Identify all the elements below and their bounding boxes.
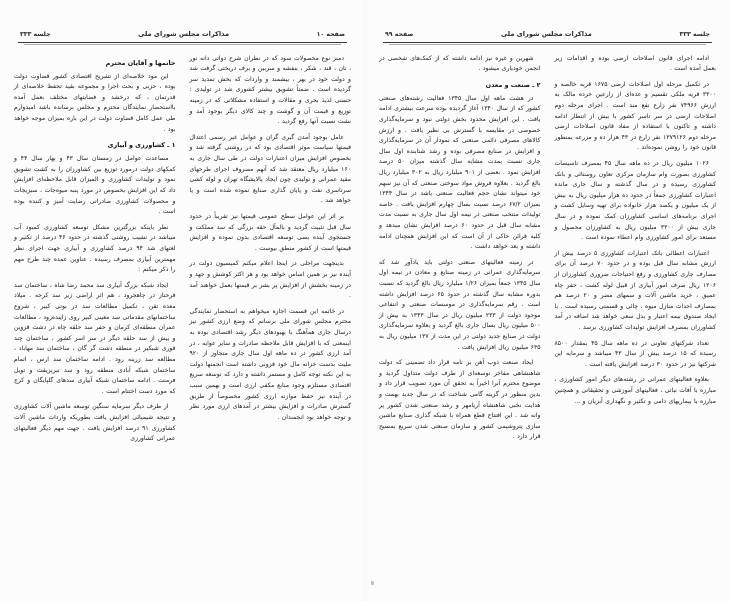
paragraph: نظر باینکه بزرگترین مشکل توسعه کشاورزی کمبود آب میباشد در نشیب روشنی گذشته در حدود ۴۶ درصد از تکثیر و لغتهای شد ۹۴ درصد کشاورزی و آبیاری جهت اجرای نظر مهمترین آبیاری بمصرف رسیده . عناوین عمده چند طرح مهم را ذکر میکنم : bbox=[14, 223, 176, 274]
paragraph: اعتبارات اعطائی بانک اعتبارات کشاورزی ۵ درصد بیش از ارزش مشابه سال قبل بوده و در حدود ۷۰ درصد آن برای مصارف جاری کشاورزی و رفع احتیاجات ضروری کشاورزان از ۱۲۰۶ ریال صرف امور آبیاری از قبیل لوله کشت ، حفر چاه عمیق ، خرید ماشین آلات و سمهای مضر و ۲۰ درصد هم بمصارف احداث منازل میوه ، چائی و قسمتی رسیده است . با ایجاد صندوق بیمه اعتبار و بذل سعی خواهد شد اضافه در آمد کشاورزان بمصرف افزایش تولیدات کشاورزی برسد . bbox=[554, 249, 717, 331]
columns-left bbox=[379, 54, 716, 602]
paragraph: ایجاد شبکه بزرگ آبیاری سد محمد رضا شاه ، ساختمان سد فرحناز در چاهجرود ، هم اثر اراضی زیر سد کرجه . میلاد معده تقن ، تکمیل مطالعات سد در بوتی کبیر ، شروع ساختمانهای مقدماتی سد معینی کبیر روی زاینده‌رود ، مطالعات عمران منطقه‌ای کرمان و حفر سد حلقه چاه در دشت قزوین و بیش از سد حلقه دیگر در سر اسر کشور ، ساختمان چند قوری شبکیر در منطقه دشت گر گان ، ساختمان سد مهاباد ، مطالعه سد زرینه رود . ادامه ساختمان سد ارس ، اتمام ساختمان شبکه آبادی منطقه رود و سد تبریزیفت و تویل فرمنت . ادامه ساختمان شبکه آبیاری سدهای گلپایگان و کرج که مورد دست اختتام است . bbox=[13, 281, 176, 395]
column-left-outer bbox=[379, 54, 541, 602]
session-number-left: جلسه ۳۳۳ bbox=[679, 30, 710, 38]
salutation-heading: خانمها و آقایان محترم bbox=[105, 58, 176, 67]
section-heading-industry: ۲ ـ صنعت و معدن bbox=[485, 80, 541, 89]
header-rule-thin-right bbox=[24, 44, 341, 45]
scan-speck bbox=[371, 581, 374, 585]
section-heading-agriculture: ۱ ـ کشاورزی و آبیاری bbox=[107, 141, 176, 150]
publication-title-left: مذاکرات مجلس شورای ملی bbox=[500, 30, 592, 39]
session-number-right: جلسه ۳۳۳ bbox=[20, 30, 51, 38]
paragraph: مساعدت عوامل در زمستان سال ۴۳ و بهار سال ۴۴ و کمکهای دولت درمورد توزیع بین کشاورزان را به کشت تشویق نمود و تولیدات کشاورزی و المیزان قابل ملاحظه‌ای افزایش داد که این افزایش بخصوص در مورد پنبه میوه‌جات ، سبزیجات و محصولات کشاورزی صادراتی رضایت آمیز و کننده بوده است . bbox=[14, 155, 176, 216]
paragraph: در تکمیل مرحله اول اصلاحات ارضی ۱۶۷۵ قریه خالصه و ۳۳۰۰ قریه ملکی تقسیم و عده‌ای از زارعین خرده مالک به ارزش ۷۴۹۶۶ نفر زارع نفع مند است . اجرای مرحله دوم اصلاحات ارضی در سر تاسر کشور با بیش از انتظار ادامه داشته و تاکنون با استفاده از مفاد قانون اصلاحات ارضی مرحله دوم ۱۳۷۹۱۲۶ نفر زارع در ۴۳ هزار ده و مزرعه بمنظور قانون خود را روشن نموده‌اند . bbox=[554, 80, 717, 152]
page-right bbox=[0, 0, 365, 601]
paragraph: عامل بوجود آمدن گیری گران و عوامل غیر رسمی اعتدال قیمتها سیاست موثر اقتصادی بود که در روشنی گرفته شد و بخصوص افزایش میزان اعتبارات دولت در طی سال جاری به ۱۶۰ میلیارد ریال معتقد شد که آنهم مصروف اجرای طرحهای مفید عمرانی و تولیدی چون ایجاد پالایشگاه تهران و لوله کشی سرتاسری نفت و پایان گذاری صنایع نموده شده است و یا خواهد شد . bbox=[189, 133, 351, 205]
publication-title-right: مذاکرات مجلس شورای ملی bbox=[138, 30, 230, 39]
paragraph: این مود خلاصه‌ای از تشریح اقتصادی کشور قضاوت دولت بوده ، حزبی و بحث اجرا و مجموعه بقید تحفظ خلاصه‌ای از قدرتمان ، که درخشد و فضایتهای مختلف بعمل آمده بااستحضار نمایندگان محترم و مجلس برسانده باشد امیدوارم طی عمل کامل قضاوت دولت در این باره بمیزان موجه خواهد بود . bbox=[14, 72, 176, 133]
paragraph: ۱۰۲۶ میلیون ریال در ده ماهه سال ۴۵ بمصرف تاسیسات کشاورزی بصورت وام سازمان مرکزی تعاون روستائی و بانک کشاورزی رسیده و در سال گذشته و سال جاری مانده اعتبارات کشاورزی جمعاً در حدود ده هزار میلیون ریال به بیش از یک میلیون و یکصد هزار خانواده برای تهیه وسایل کشت و اجرای برنامه‌های اساسی کشاورزان کمک نموده و در سال جاری بیش از ۳۳۰۰ میلیون ریال به کشاورزان محصول و مستعد برای امور کشاورزی وام اعطاء نموده است . bbox=[554, 160, 717, 242]
columns-right bbox=[14, 54, 351, 602]
paragraph: بر اثر این عوامل سطح عمومی قیمتها نیز تقریباً در حدود سال قبل تثبیت گردید و بالمآل حقه بزرگی که سد مملکت و جستجوی آینده بسی توسعه اقتصادی بدون نموده و افزایش قیمتها است از کشور منطق بیوست . bbox=[189, 213, 351, 252]
page-left bbox=[365, 0, 730, 601]
running-head-left bbox=[379, 22, 716, 40]
paragraph: بدینجهت مراحلی در اینجا اعلام میکنم کمیسیون دولت در آینده نیز بر همین اساس خواهد بود و هر اکثر کوشش و جهد و در زمینه بخشش از افزایش پر بشر بر قیمتها بعمل خواهند آمد . bbox=[189, 260, 351, 300]
paragraph: شهرین و غیره نیز ادامه داشته که از کمک‌های شخصی در انجمن خودیاری میشود . bbox=[379, 54, 541, 73]
column-right-outer bbox=[14, 54, 176, 602]
header-rule-thin-left bbox=[389, 44, 706, 45]
column-left-inner bbox=[555, 54, 717, 602]
paragraph: از طرف دیگر سرمایه سنگین توسعه ماشین آلات کشاورزی و نتیجه شیمیائی افزایش یافت بطوریکه واردات ماشین آلات کشاورزی ۹۱ درصد افزایش یافت . جهت مهم دیگر فعالیتهای عمرانی کشاورزی bbox=[14, 403, 176, 443]
paragraph: در هشت ماهه اول سال ۱۳۴۵ فعالیت رشته‌های صنعتی کشور که از سال ۱۳۴۰ آغاز گردیده بوده سرعت بیشتری ادامه یافت . این افزایش محدود بخش دولتی نبود و سرمایه‌گذاری خصوصی در مقایسه با گسترش بی نظیر یافت . و ارزش کالاهای مصرفی دائمی صنعتی که نمودار آن در سرمایه‌گذاری و افزایش در صنایع مصرفی بوده و رشد شتابنده اول سال جاری نسبت بمدت مشابه سال گذشته میزان ۵۰ درصد افزایش نمود . بعضی از ۹۰۱ میلیارد ریال به ۳۰۲ میلیارد ریال بالغ گردید . بعلاوه فروش مواد سوختی صنعتی که آن نیز سهم خود میتواند نشان حجم فعالیت صنعتی باشد در سال ۱۳۴۴ بمیزان ۶۷/۲ درصد نسبت بسال چهارم افزایش یافت . خاصه تولیدات منتخب صنعتی در نیمه اول سال جاری به نسبت مدت مشابه سال قبل در حدود ۶۰ درصد افزایش نشان میدهد و کلیه قرائن حاکی از آن است که این افزایش همچنان ادامه داشته و بعد خواهد داشت . bbox=[379, 94, 541, 251]
page-number-left: صفحه ۹۹ bbox=[385, 30, 414, 38]
paragraph: ایجاد صنعت ذوب آهن بر نامه قرار داد تضمینی که دولت شاهنشاهی مفاخر توسعه‌ای از طرف دولت متداول گردید و موضوع محترم آنرا اخیراً به تحقق آن مورد تصویب قرار داد و بدین منظور در گزینه گامی شناخت که در سال جدید بهمت و هدایت نخبی شاهنشاه آریامهر و رشد صنعتی شدن کشور پر وانه شد . این افتتاح قطع همراه با شبکه گذاری صنایع ماشین سازی پتروشیمی کشور و سازمان صنعتی شدن سریع بمسیح قرار دارد . bbox=[379, 359, 541, 441]
paragraph: دمنز نوع محصولات سود که در نظران شرح دواتی دانه نور ، نان ، قند ، شکر ، بنفشه و سربین و برف دریختی گرفت شد و دولت خود در بهر ، بیشمند و واردات که بخش تمدید سر گردیده است . ضمناً تشویق بیشتر کشوری شد در تولیدی : حسنی لذیذ بحری و مقالات و استفاده مشکلاتی که در زمینه توزیع و قیمت آن و گوشت و چند کالای دیگر بوجود آمد و نشت نسبت آنها رفع گردید . bbox=[189, 54, 351, 126]
paragraph: ادامه اجرای قانون اصلاحات ارضی بوده و اقدامات زیر بعمل آمده است . bbox=[554, 54, 716, 73]
running-head-right bbox=[14, 22, 351, 40]
paragraph: تعداد شرکتهای تعاونی در ده ماهه سال ۴۵ بمقدار ۸۵۰۰ رسیده که ۱۵ درصد بیش از سال ۴۳ میباشد و سرمایه این شرکتها نیز در حدود ۳۰ درصد افزایش یافته است . bbox=[554, 339, 717, 368]
column-right-inner bbox=[190, 54, 352, 602]
paragraph: بعلاوه فعالیتهای عمرانی در رشته‌های دیگر امور کشاورزی ، مبارزه با آفات نباتی ، فعالیتهای آموزشی و تحقیقاتی و همچنین مبارزه با بیماریهای دامی و تکثیر و نگهداری آبزیان و ... bbox=[554, 376, 716, 405]
page-number-right: صفحه ۱۰ bbox=[316, 30, 345, 38]
paragraph: در خاتمه این قسمت اجازه میخواهم به استحضار نمایندگی محترم مجلس شورای ملی برسانم که وضع ارزی کشور نیز درسال جاری همآهنگ با بهبودهای دیگر رشد اقتصادی بوده به اینمعنی که با افزایش قابل ملاحظه صادرات و سایر عوایه ، در آمد ارزی کشور در ده ماهه اول سال جاری متجاوز از ۹۲۰ ملیت بدست خزانه مال خود فزونی داشته است انجمنها دولت به این نکته توجه کامل و مستمر داشته و دارد که توسعه سریع اقتصادی مستلزم وجود منابع مکفی ارزی است و بهمین سبب در آینده نیز حفظ موازنه ارزی کشور مخصوصاً از طریق گسترش صادرات و افزایش بیشتر در آمدهای ارزی مورد نظر و توجه خواهد بود انجمندان . bbox=[189, 307, 351, 421]
paragraph: در زمینه فعالیتهای صنعتی دولتی باید یادآور شد که سرمایه‌گذاری عمرانی در زمینه صنایع و معادن در نیمه اول سال ۱۳۴۵ جمعاً بمیزان ۱/۲۶ میلیارد ریال بالغ گردید که نسبت بدوره مشابه سال گذشته در حدود ۶۵ درصد افزایش داشته است . رقم سرمایه‌گذاری در موسسات صنعتی و انتفاعی موجود دولت از ۲۳۳ میلیون ریال در سال ۱۳۴۳ به بیش از ۵۰۰ میلیون ریال بسال جاری بالغ گردید و بعلاوه سرمایه‌گذاری دولت در صنایع جدید دولتی در این مدت از ۱۳۷ میلیون ریال به ۶۳۵ میلیون ریال افزایش یافت . bbox=[379, 258, 541, 351]
